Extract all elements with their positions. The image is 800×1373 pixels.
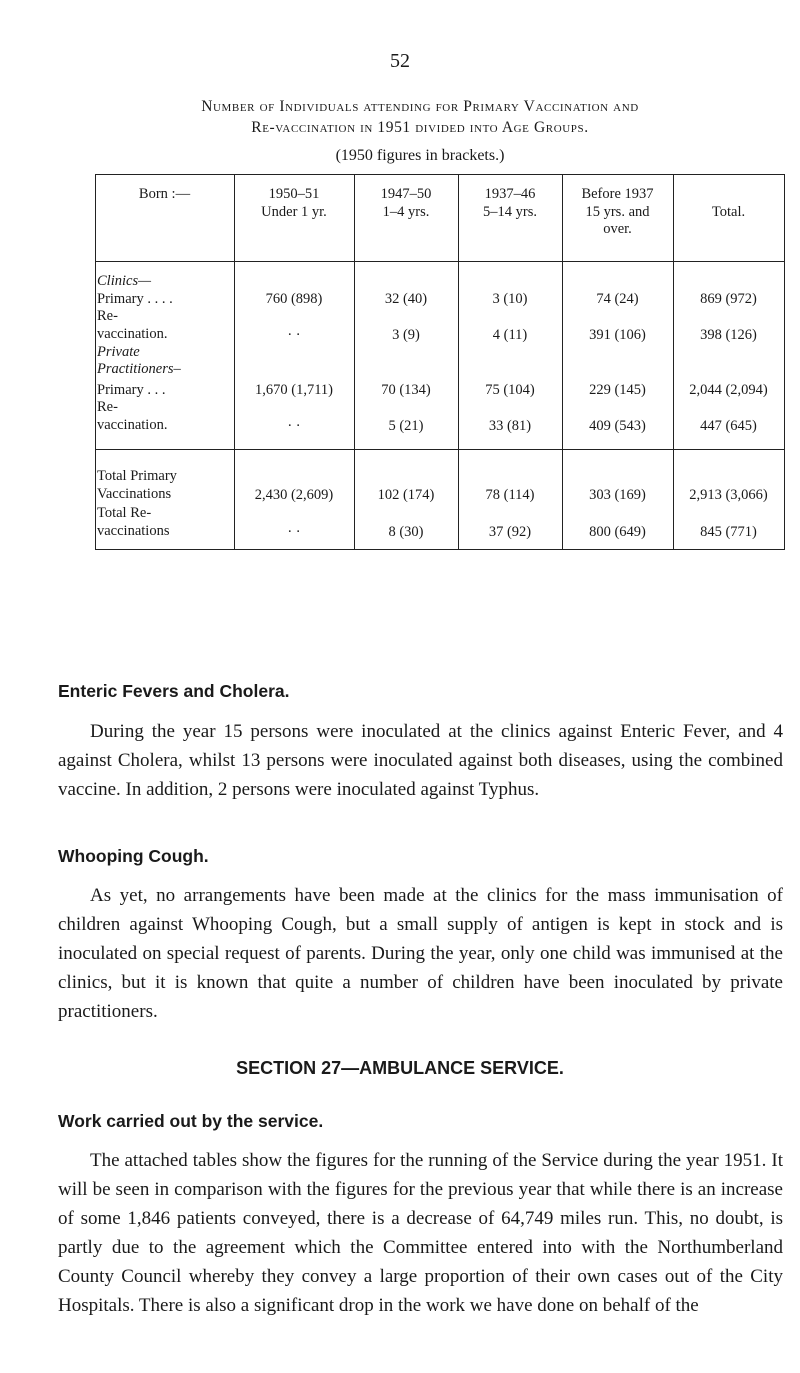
header-col-4-age: 15 yrs. and <box>585 203 650 220</box>
cell-value: 447 (645) <box>700 418 757 434</box>
cell-value: 2,913 (3,066) <box>689 487 768 503</box>
header-col-4 <box>562 186 673 239</box>
cell-value: 74 (24) <box>596 291 639 307</box>
cell-value: 8 (30) <box>388 524 424 540</box>
table-bottom-rule <box>95 549 785 550</box>
cell-value: 869 (972) <box>700 291 757 307</box>
cell-value: · · <box>287 524 301 540</box>
total-rule <box>95 449 785 450</box>
header-col-2 <box>354 186 458 221</box>
cell-value: 845 (771) <box>700 524 757 540</box>
cell-value: · · <box>287 418 301 434</box>
cell-value: 32 (40) <box>384 291 428 307</box>
whooping-paragraph: As yet, no arrangements have been made at the clinics for the mass immunisation of children against Whooping Cough, but a small supply of antigen is kept in stock and is inoculated on special request of parents. During the year, only one child was immunised at the clinics, but it is known that quite a number of children have been inoculated by private practitioners. <box>58 885 783 1022</box>
cell-value: 760 (898) <box>265 291 323 307</box>
row-label <box>97 308 233 343</box>
whooping-heading: Whooping Cough. <box>58 846 209 866</box>
table-title-line-1: Number of Individuals attending for Primary Vaccination and <box>201 98 639 115</box>
section-27-heading: SECTION 27—AMBULANCE SERVICE. <box>236 1058 564 1078</box>
cell-value: 1,670 (1,711) <box>255 382 333 398</box>
cell-value: 409 (543) <box>589 418 646 434</box>
cell-value: 33 (81) <box>488 418 532 434</box>
section-private-practitioners <box>97 344 233 378</box>
cell-value: · · <box>287 327 301 343</box>
cell-value: 78 (114) <box>485 487 535 503</box>
row-label <box>97 399 233 434</box>
header-col-4-age-cont: over. <box>603 221 632 237</box>
row-label: Primary . . . <box>97 382 166 398</box>
section-private-line-1: Private <box>97 344 140 360</box>
cell-value: 75 (104) <box>485 382 535 398</box>
table-title-line-2: Re-vaccination in 1951 divided into Age Groups. <box>251 119 589 136</box>
cell-value: 303 (169) <box>589 487 646 503</box>
cell-value: 391 (106) <box>589 327 646 343</box>
row-label <box>97 468 233 503</box>
row-label-line-1: Total Re- <box>97 505 152 521</box>
table-title <box>70 96 770 138</box>
row-label <box>97 505 233 540</box>
header-total: Total. <box>711 204 746 220</box>
header-col-4-years: Before 1937 <box>581 186 654 202</box>
cell-value: 5 (21) <box>388 418 424 434</box>
cell-value: 2,044 (2,094) <box>689 382 768 398</box>
cell-value: 398 (126) <box>700 327 757 343</box>
cell-value: 37 (92) <box>488 524 532 540</box>
section-27-subheading: Work carried out by the service. <box>58 1111 324 1131</box>
cell-value: 70 (134) <box>381 382 431 398</box>
column-rule <box>784 174 785 549</box>
cell-value: 102 (174) <box>377 487 435 503</box>
cell-value: 3 (10) <box>492 291 528 307</box>
header-col-1-years: 1950–51 <box>268 186 320 202</box>
row-label-line-2: vaccination. <box>97 326 168 342</box>
section-private-line-2: Practitioners– <box>97 361 181 377</box>
header-rule <box>95 261 785 262</box>
vaccination-table <box>95 174 785 686</box>
section-27-paragraph: The attached tables show the figures for the running of the Service during the year 1951. It will be seen in comparison with the figures for the previous year that while there is an increase of some 1,846 patients conveyed, there is a decrease of 64,749 miles run. This, no doubt, is partly due to the agreement which the Committee entered into with the Northumberland County Council whereby they convey a large proportion of their own cases out of the City Hospitals. There is also a significant drop in the work we have done on behalf of the <box>58 1150 783 1316</box>
header-col-3 <box>458 186 562 221</box>
cell-value: 800 (649) <box>589 524 646 540</box>
cell-value: 2,430 (2,609) <box>254 487 334 503</box>
cell-value: 229 (145) <box>589 382 646 398</box>
header-col-1-age: Under 1 yr. <box>261 203 327 220</box>
row-label-line-1: Re- <box>97 399 118 415</box>
row-label: Primary . . . . <box>97 291 173 307</box>
row-label-line-1: Re- <box>97 308 118 324</box>
header-col-2-years: 1947–50 <box>380 186 432 202</box>
page-number: 52 <box>390 50 410 72</box>
header-col-1 <box>234 186 354 221</box>
table-top-rule <box>95 174 785 175</box>
enteric-heading: Enteric Fevers and Cholera. <box>58 681 290 701</box>
section-clinics: Clinics— <box>97 273 151 289</box>
row-label-line-2: vaccination. <box>97 417 168 433</box>
cell-value: 4 (11) <box>492 327 528 343</box>
table-subtitle: (1950 figures in brackets.) <box>335 147 505 164</box>
header-born: Born :— <box>138 186 191 202</box>
header-col-3-years: 1937–46 <box>484 186 536 202</box>
row-label-line-1: Total Primary <box>97 468 177 484</box>
header-col-2-age: 1–4 yrs. <box>382 203 430 220</box>
row-label-line-2: vaccinations <box>97 523 170 539</box>
column-rule <box>95 174 96 549</box>
cell-value: 3 (9) <box>392 327 420 343</box>
header-col-3-age: 5–14 yrs. <box>483 203 537 220</box>
row-label-line-2: Vaccinations <box>97 486 172 502</box>
enteric-paragraph: During the year 15 persons were inoculated at the clinics against Enteric Fever, and 4 against Cholera, whilst 13 persons were inoculated against both diseases, using the combined vaccine. In addition, 2 persons were inoculated against Typhus. <box>58 721 783 800</box>
